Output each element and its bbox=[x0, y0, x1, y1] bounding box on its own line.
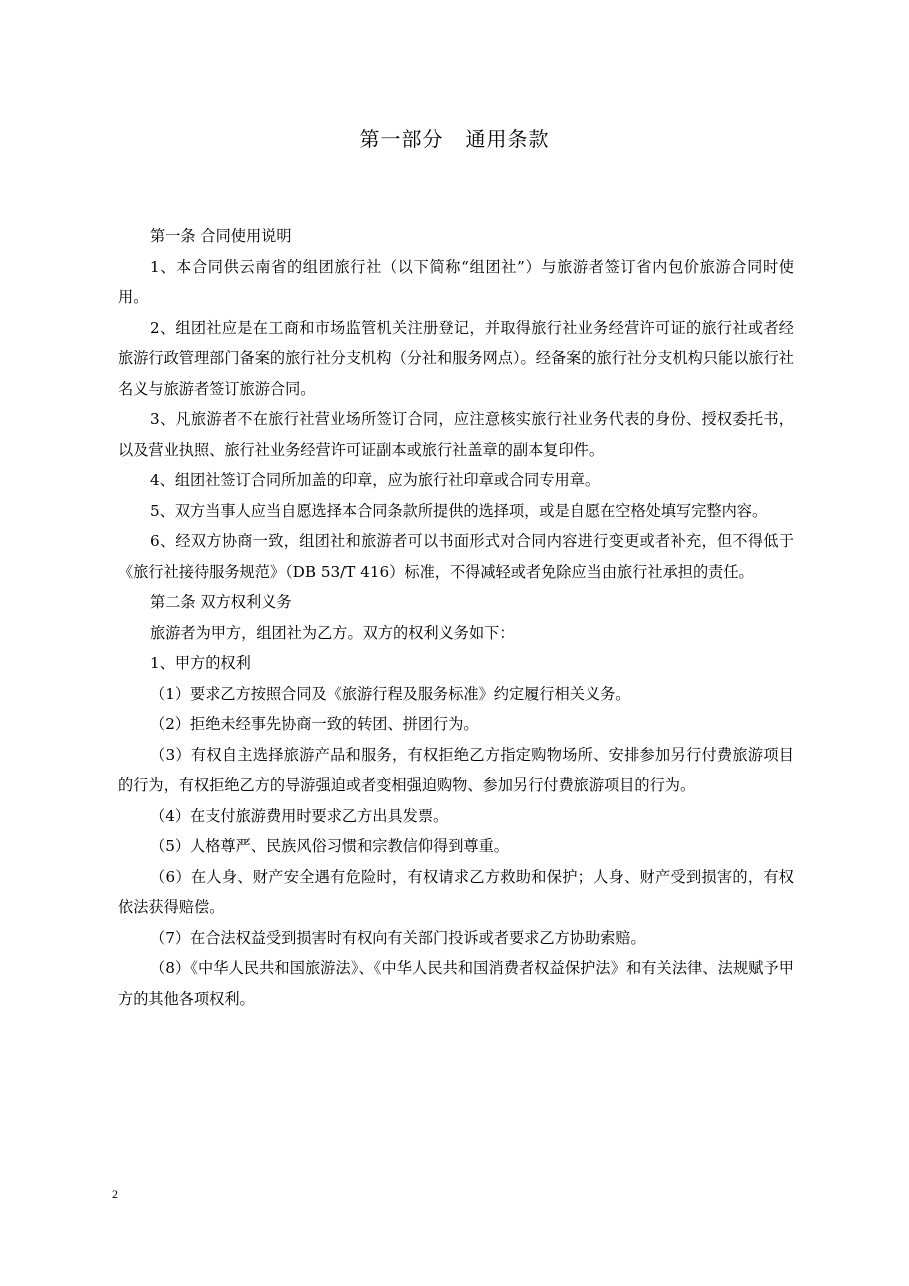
list-item: （1）要求乙方按照合同及《旅游行程及服务标准》约定履行相关义务。 bbox=[150, 684, 631, 703]
subsection-heading: 1、甲方的权利 bbox=[150, 654, 251, 672]
paragraph: 5、双方当事人应当自愿选择本合同条款所提供的选择项，或是自愿在空格处填写完整内容。 bbox=[150, 501, 768, 520]
paragraph: 4、组团社签订合同所加盖的印章，应为旅行社印章或合同专用章。 bbox=[150, 471, 601, 489]
article-heading: 第二条 双方权利义务 bbox=[150, 593, 292, 611]
list-item: （6）在人身、财产安全遇有危险时，有权请求乙方救助和保护；人身、财产受到损害的，有权依法获得赔偿。 bbox=[118, 867, 794, 916]
paragraph: 旅游者为甲方，组团社为乙方。双方的权利义务如下： bbox=[150, 623, 515, 642]
article-heading: 第一条 合同使用说明 bbox=[150, 227, 292, 245]
list-item: （7）在合法权益受到损害时有权向有关部门投诉或者要求乙方协助索赔。 bbox=[150, 928, 646, 947]
page-number: 2 bbox=[112, 1187, 118, 1201]
paragraph: 2、组团社应是在工商和市场监管机关注册登记，并取得旅行社业务经营许可证的旅行社或者经旅游行政管理部门备案的旅行社分支机构（分社和服务网点）。经备案的旅行社分支机构只能以旅行社名义与旅游者签订旅游合同。 bbox=[118, 318, 794, 398]
paragraph: 6、经双方协商一致，组团社和旅游者可以书面形式对合同内容进行变更或者补充，但不得低于《旅行社接待服务规范》（DB 53/T 416）标准，不得减轻或者免除应当由旅行社承担的责任。 bbox=[118, 532, 794, 581]
list-item: （2）拒绝未经事先协商一致的转团、拼团行为。 bbox=[150, 715, 479, 733]
document-body bbox=[118, 221, 794, 1014]
page-title: 第一部分 通用条款 bbox=[359, 127, 550, 151]
list-item: （8）《中华人民共和国旅游法》、《中华人民共和国消费者权益保护法》和有关法律、法规赋予甲方的其他各项权利。 bbox=[118, 959, 794, 1008]
list-item: （3）有权自主选择旅游产品和服务，有权拒绝乙方指定购物场所、安排参加另行付费旅游项目的行为，有权拒绝乙方的导游强迫或者变相强迫购物、参加另行付费旅游项目的行为。 bbox=[118, 745, 794, 794]
paragraph: 3、凡旅游者不在旅行社营业场所签订合同，应注意核实旅行社业务代表的身份、授权委托书，以及营业执照、旅行社业务经营许可证副本或旅行社盖章的副本复印件。 bbox=[118, 410, 794, 459]
list-item: （5）人格尊严、民族风俗习惯和宗教信仰得到尊重。 bbox=[150, 837, 509, 855]
paragraph: 1、本合同供云南省的组团旅行社（以下简称“组团社”）与旅游者签订省内包价旅游合同时使用。 bbox=[118, 257, 794, 306]
list-item: （4）在支付旅游费用时要求乙方出具发票。 bbox=[150, 806, 449, 825]
